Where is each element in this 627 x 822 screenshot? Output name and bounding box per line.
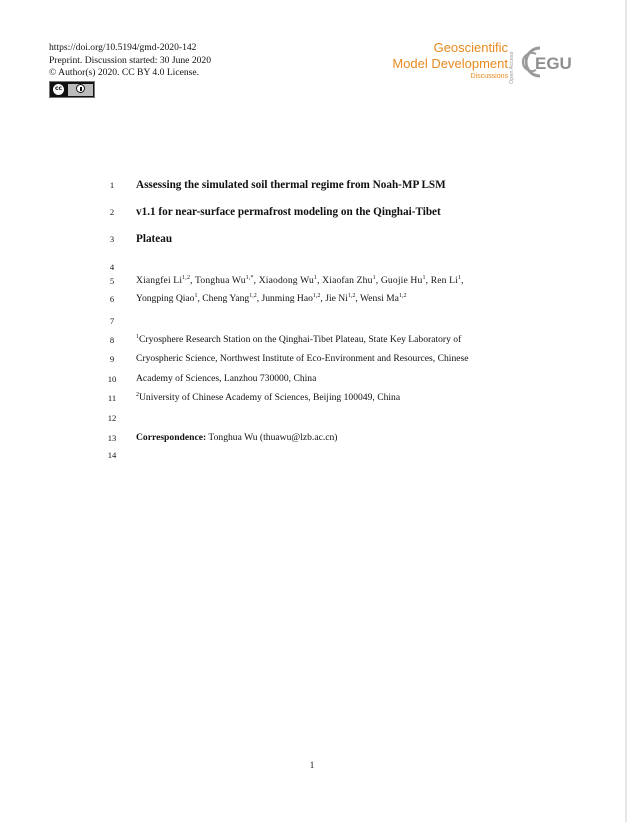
egu-logo-icon: [520, 42, 578, 82]
author-affiliation-marker: 1: [422, 275, 426, 281]
author-affiliation-marker: 1: [194, 293, 198, 299]
manuscript-line: [0, 205, 627, 219]
line-number: 12: [107, 413, 117, 423]
line-number: 7: [109, 316, 115, 326]
author-affiliation-marker: 1: [372, 275, 376, 281]
manuscript-line: [0, 314, 627, 328]
line-text: Cryosphere Research Station on the Qinghai-Tibet Plateau, State Key Laboratory of: [139, 334, 462, 345]
manuscript-line: [0, 448, 627, 462]
author-affiliation-marker: 1: [457, 275, 462, 281]
license-line: [49, 67, 211, 80]
author-name: Xiaofan Zhu: [322, 275, 373, 286]
author-affiliation-marker: 1,2: [182, 275, 191, 281]
line-number: 14: [107, 450, 117, 460]
journal-name-line2: Model Development: [392, 56, 508, 71]
manuscript-line: [0, 372, 627, 386]
manuscript-line: [0, 274, 627, 288]
line-number: 9: [109, 354, 115, 364]
journal-discussions-label: Discussions: [470, 73, 508, 80]
attribution-icon: [76, 84, 85, 93]
line-number: 13: [107, 433, 117, 443]
line-number: 1: [109, 180, 115, 190]
author-affiliation-marker: 1: [313, 275, 318, 281]
author-name: Tonghua Wu: [195, 275, 246, 286]
line-number: 11: [107, 393, 117, 403]
author-affiliation-marker: 1,*: [245, 275, 254, 281]
author-name: Ren Li: [430, 275, 458, 286]
page-number: 1: [309, 760, 315, 770]
manuscript-line: [0, 292, 627, 306]
author-affiliation-marker: 1,2: [347, 293, 356, 299]
affiliation-line: [136, 333, 461, 347]
line-text: Cryospheric Science, Northwest Institute of Eco-Environment and Resources, Chinese: [136, 353, 469, 364]
affiliation-number: 1: [136, 334, 139, 340]
body-text-line: [136, 352, 469, 366]
affiliation-line: [136, 391, 400, 405]
license-text: Author(s) 2020. CC BY 4.0 License.: [58, 67, 200, 78]
author-name: Wensi Ma: [360, 293, 399, 304]
author-name: Jie Ni: [325, 293, 348, 304]
manuscript-line: [0, 411, 627, 425]
cc-by-license-icon[interactable]: [49, 81, 95, 98]
line-number: 6: [109, 294, 115, 304]
paper-title-line: v1.1 for near-surface permafrost modeling on the Qinghai-Tibet: [136, 206, 441, 218]
doi-link[interactable]: https://doi.org/10.5194/gmd-2020-142: [49, 42, 197, 53]
author-list-line: Xiangfei Li$^{1,2}$, Tonghua $Wu^{1,*}$, Xiaodong Wu$^1$, Xiaofan Zhu$^1$, Guojie Hu$^1$, Ren Li$^1$,: [136, 275, 464, 286]
line-number: 5: [109, 276, 115, 286]
correspondence-text[interactable]: Tonghua Wu (thuawu@lzb.ac.cn): [208, 432, 338, 443]
author-name: Guojie Hu: [380, 275, 423, 286]
author-name: Xiangfei Li: [136, 275, 183, 286]
line-number: 2: [109, 207, 115, 217]
author-affiliation-marker: 1,2: [249, 293, 257, 299]
manuscript-line: [0, 431, 627, 445]
author-name: Cheng Yang: [202, 293, 250, 304]
manuscript-line: [0, 391, 627, 405]
author-affiliation-marker: 1,2: [312, 293, 321, 299]
correspondence-line: [136, 431, 338, 445]
manuscript-line: [0, 232, 627, 246]
line-number: 3: [109, 234, 115, 244]
manuscript-line: [0, 352, 627, 366]
journal-name-line1: Geoscientific: [433, 40, 508, 55]
line-number: 10: [107, 374, 117, 384]
affiliation-number: 2: [136, 392, 139, 398]
line-number: 8: [109, 335, 115, 345]
journal-name: [380, 40, 508, 82]
manuscript-line: [0, 178, 627, 192]
paper-title-line: Assessing the simulated soil thermal regime from Noah-MP LSM: [136, 179, 446, 191]
header-metadata: [49, 42, 211, 80]
author-affiliation-marker: 1,2: [398, 293, 407, 299]
open-access-label: Open Access: [509, 51, 515, 84]
manuscript-line: [0, 333, 627, 347]
copyright-symbol: ©: [49, 67, 57, 78]
correspondence-label: Correspondence:: [136, 432, 207, 443]
line-number: 4: [109, 262, 115, 272]
author-list-line: Yongping Qiao$^1$, Cheng Yang$^{1,2}$, Junming Hao$^{1,2}$, Jie Ni$^{1,2}$, Wensi Ma$^{1,2}$: [136, 293, 407, 304]
author-name: Yongping Qiao: [136, 293, 195, 304]
line-text: University of Chinese Academy of Sciences, Beijing 100049, China: [139, 392, 401, 403]
body-text-line: [136, 372, 316, 386]
manuscript-line: [0, 260, 627, 274]
author-name: Junming Hao: [261, 293, 313, 304]
line-text: Academy of Sciences, Lanzhou 730000, China: [136, 373, 317, 384]
preprint-status: Preprint. Discussion started: 30 June 2020: [49, 54, 212, 66]
author-name: Xiaodong Wu: [258, 275, 314, 286]
paper-title-line: Plateau: [136, 233, 173, 245]
cc-icon: cc: [52, 83, 65, 96]
egu-logo-text: EGU: [535, 54, 572, 73]
